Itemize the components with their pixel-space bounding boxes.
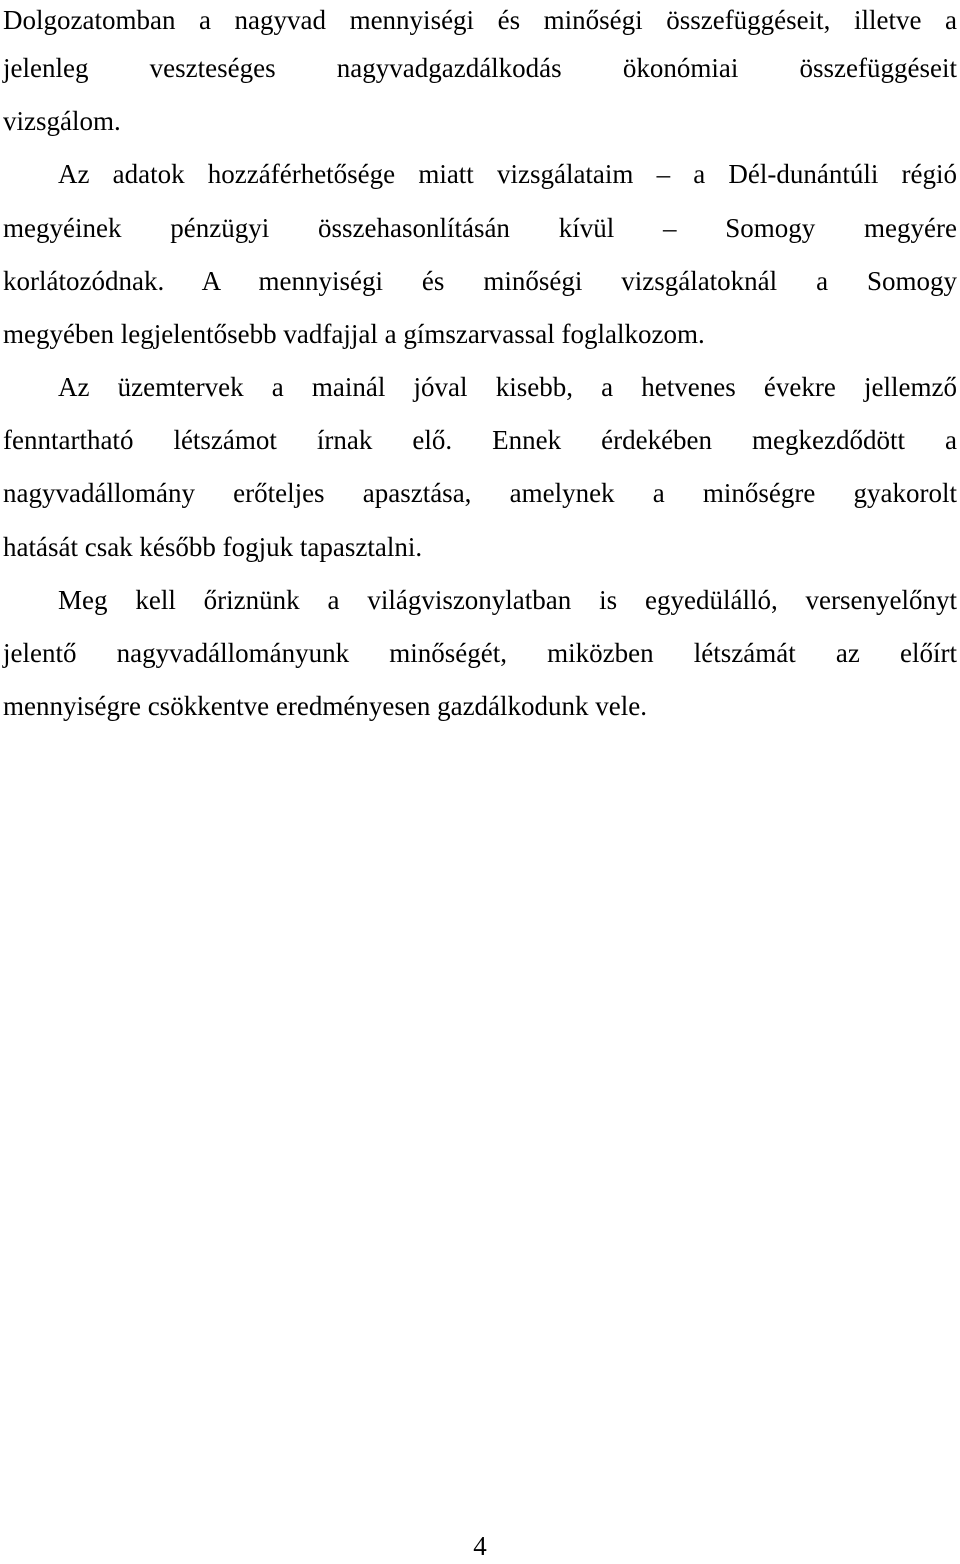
paragraph-line: Az üzemtervek a mainál jóval kisebb, a hetvenes évekre jellemző xyxy=(58,372,957,402)
paragraph-line: mennyiségre csökkentve eredményesen gazdálkodunk vele. xyxy=(3,691,648,721)
paragraph-line: vizsgálom. xyxy=(3,106,121,136)
paragraph-line: megyéinek pénzügyi összehasonlításán kívül – Somogy megyére xyxy=(3,213,957,243)
paragraph-line: Meg kell őriznünk a világviszonylatban is egyedülálló, versenyelőnyt xyxy=(58,585,957,615)
paragraph-line: megyében legjelentősebb vadfajjal a gímszarvassal foglalkozom. xyxy=(3,319,705,349)
paragraph-line: jelenleg veszteséges nagyvadgazdálkodás ökonómiai összefüggéseit xyxy=(3,53,957,83)
paragraph-line: jelentő nagyvadállományunk minőségét, miközben létszámát az előírt xyxy=(3,638,957,668)
page-number: 4 xyxy=(473,1531,487,1561)
paragraph-line: korlátozódnak. A mennyiségi és minőségi vizsgálatoknál a Somogy xyxy=(3,266,957,296)
paragraph-line: Dolgozatomban a nagyvad mennyiségi és minőségi összefüggéseit, illetve a xyxy=(3,5,957,35)
paragraph-line: nagyvadállomány erőteljes apasztása, amelynek a minőségre gyakorolt xyxy=(3,478,957,508)
paragraph-line: Az adatok hozzáférhetősége miatt vizsgálataim – a Dél-dunántúli régió xyxy=(58,159,957,189)
paragraph-line: hatását csak később fogjuk tapasztalni. xyxy=(3,532,423,562)
paragraph-line: fenntartható létszámot írnak elő. Ennek érdekében megkezdődött a xyxy=(3,425,957,455)
